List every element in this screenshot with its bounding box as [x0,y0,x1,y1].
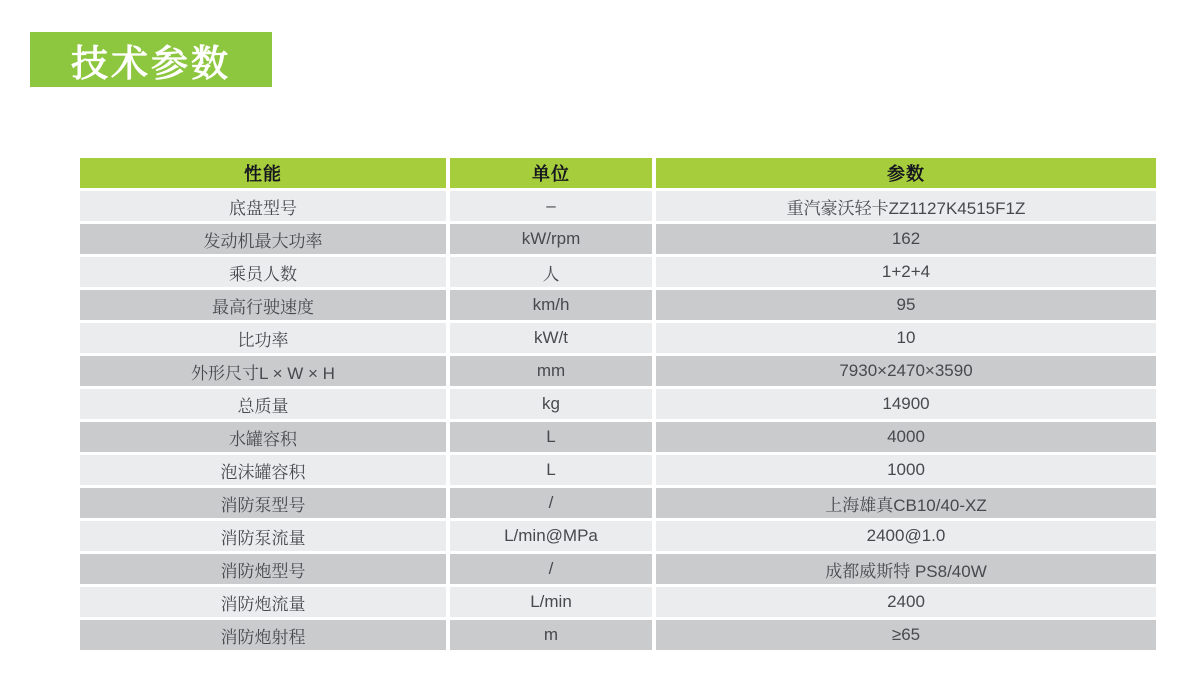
column-header-performance: 性能 [80,158,446,188]
table-row [80,488,1156,518]
cell-performance: 底盘型号 [80,191,446,221]
table-row [80,224,1156,254]
table-row [80,587,1156,617]
cell-unit: kW/rpm [450,224,652,254]
cell-unit: kg [450,389,652,419]
column-header-unit: 单位 [450,158,652,188]
table-row [80,554,1156,584]
cell-parameter: 4000 [656,422,1156,452]
cell-performance: 最高行驶速度 [80,290,446,320]
cell-performance: 消防炮射程 [80,620,446,650]
table-row [80,323,1156,353]
cell-parameter: 10 [656,323,1156,353]
cell-unit: / [450,488,652,518]
cell-parameter: 7930×2470×3590 [656,356,1156,386]
cell-parameter: 1+2+4 [656,257,1156,287]
table-row [80,356,1156,386]
cell-parameter: 95 [656,290,1156,320]
spec-table-container [76,155,1160,653]
cell-parameter: 重汽豪沃轻卡ZZ1127K4515F1Z [656,191,1156,221]
cell-unit: L [450,422,652,452]
spec-table [76,155,1160,653]
cell-performance: 比功率 [80,323,446,353]
cell-unit: L [450,455,652,485]
table-row [80,620,1156,650]
cell-performance: 消防炮型号 [80,554,446,584]
table-row [80,422,1156,452]
cell-performance: 总质量 [80,389,446,419]
cell-parameter: 上海雄真CB10/40-XZ [656,488,1156,518]
cell-parameter: 1000 [656,455,1156,485]
cell-performance: 水罐容积 [80,422,446,452]
cell-parameter: 162 [656,224,1156,254]
table-row [80,455,1156,485]
cell-unit: km/h [450,290,652,320]
cell-parameter: 2400@1.0 [656,521,1156,551]
table-row [80,389,1156,419]
cell-parameter: 14900 [656,389,1156,419]
cell-unit: kW/t [450,323,652,353]
table-row [80,191,1156,221]
cell-performance: 消防泵流量 [80,521,446,551]
cell-unit: – [450,191,652,221]
cell-unit: mm [450,356,652,386]
cell-performance: 乘员人数 [80,257,446,287]
cell-performance: 泡沫罐容积 [80,455,446,485]
column-header-parameter: 参数 [656,158,1156,188]
table-row [80,290,1156,320]
cell-unit: m [450,620,652,650]
cell-parameter: 成都威斯特 PS8/40W [656,554,1156,584]
table-row [80,257,1156,287]
cell-performance: 消防泵型号 [80,488,446,518]
page-title-badge [30,32,272,87]
cell-unit: 人 [450,257,652,287]
cell-unit: L/min@MPa [450,521,652,551]
cell-unit: L/min [450,587,652,617]
cell-parameter: 2400 [656,587,1156,617]
cell-parameter: ≥65 [656,620,1156,650]
cell-performance: 消防炮流量 [80,587,446,617]
cell-performance: 发动机最大功率 [80,224,446,254]
table-row [80,521,1156,551]
cell-unit: / [450,554,652,584]
table-header-row [80,158,1156,188]
cell-performance: 外形尺寸L × W × H [80,356,446,386]
page-title: 技术参数 [71,42,231,84]
